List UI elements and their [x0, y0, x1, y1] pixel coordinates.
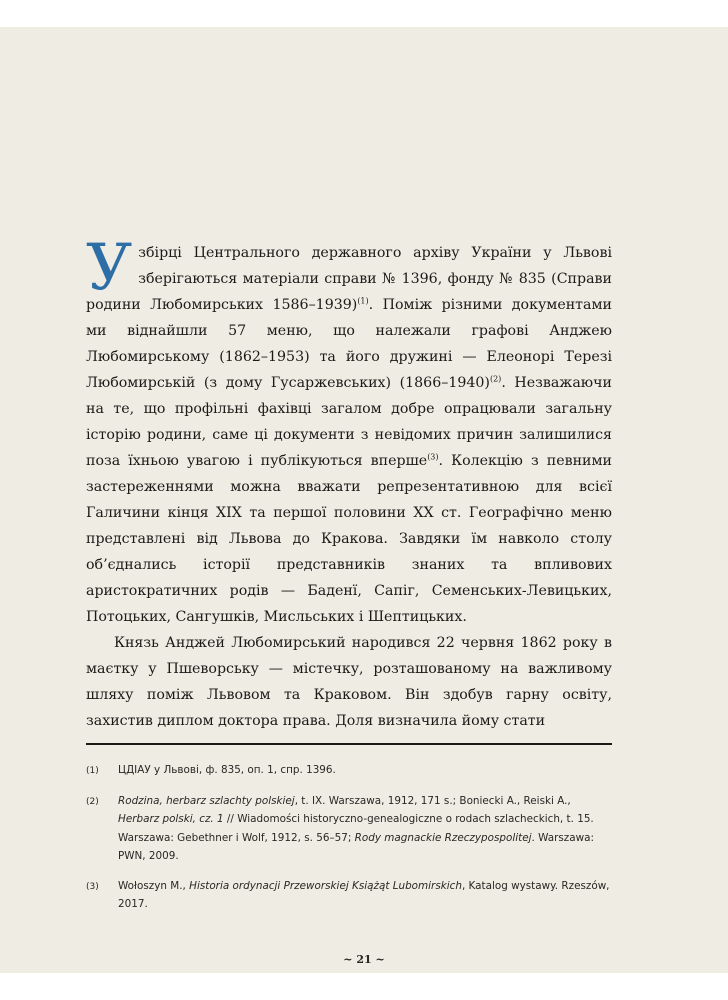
paragraph-1	[86, 231, 612, 630]
paragraph-1-text-c: . Незважаючи на те, що профільні фахівці загалом добре опрацювали загальну історію родини, саме ці документи з невідомих причин залишилися поза їхньою увагою і публікуються вперше	[86, 375, 612, 469]
footnote-title: Historia ordynacji Przeworskiej Książąt Lubomirskich	[189, 879, 462, 892]
paragraph-1-text-b: . Поміж різними документами ми віднайшли 57 меню, що належали графові Анджею Любомирському (1862–1953) та його дружині — Елеонорі Терезі Любомирській (з дому Гусаржевських) (1866–1940)	[86, 297, 612, 391]
footnote-run: // Wiadomości historyczno-genealogiczne o rodach szlacheckich, t. 15. Warszawa: Gebethner i Wolf, 1912, s. 56–57;	[118, 813, 594, 844]
drop-cap: У	[86, 231, 133, 305]
footnote-title: Rody magnackie Rzeczypospolitej	[354, 831, 532, 844]
footnote-number: (3)	[86, 881, 99, 892]
footnote-1	[86, 761, 612, 781]
footnotes	[86, 761, 612, 925]
footnote-run: . Warszawa: PWN, 2009.	[118, 831, 594, 862]
footnote-ref-2: (2)	[489, 374, 502, 384]
paragraph-2: Князь Анджей Любомирський народився 22 червня 1862 року в маєтку у Пшеворську — містечку, розташованому на важливому шляху поміж Львовом та Краковом. Він здобув гарну освіту, захистив диплом доктора права. Доля визначила йому стати	[86, 635, 612, 729]
book-page	[0, 27, 728, 973]
paragraph-1-text-d: . Колекцію з певними застереженнями можна вважати репрезентативною для всієї Галичини кінця XIX та першої половини XX ст. Географічно меню представлені від Львова до Кракова. Завдяки їм навколо столу об’єднались історії представників знаних та впливових аристократичних родів — Баденї, Сапіг, Семенських-Левицьких, Потоцьких, Сангушків, Мисльських і Шептицьких.	[86, 453, 612, 625]
footnote-title: Rodzina, herbarz szlachty polskiej	[118, 794, 295, 807]
footnote-ref-1: (1)	[357, 296, 369, 306]
footnote-text	[118, 761, 612, 781]
footnote-2	[86, 792, 612, 866]
footnote-separator	[86, 743, 612, 745]
footnote-number: (1)	[86, 766, 99, 776]
main-text	[86, 231, 612, 734]
footnote-run: , Katalog wystawy. Rzeszów, 2017.	[118, 879, 610, 910]
footnote-title: Herbarz polski, cz. 1	[118, 813, 224, 825]
footnote-number: (2)	[86, 796, 99, 807]
footnote-text	[118, 792, 612, 866]
footnote-run: ЦДІАУ у Львові, ф. 835, оп. 1, спр. 1396.	[118, 764, 336, 776]
footnote-3	[86, 877, 612, 914]
footnote-text	[118, 877, 612, 914]
footnote-run: , t. IX. Warszawa, 1912, 171 s.; Boniecki A., Reiski A.,	[294, 794, 571, 807]
footnote-run: Wołoszyn M.,	[118, 879, 190, 892]
paragraph-1-text-a: збірці Центрального державного архіву України у Львові зберігаються матеріали справи № 1396, фонду № 835 (Справи родини Любомирських 1586–1939)	[86, 245, 612, 313]
footnote-ref-3: (3)	[427, 452, 439, 462]
page-number: ~ 21 ~	[343, 953, 385, 966]
